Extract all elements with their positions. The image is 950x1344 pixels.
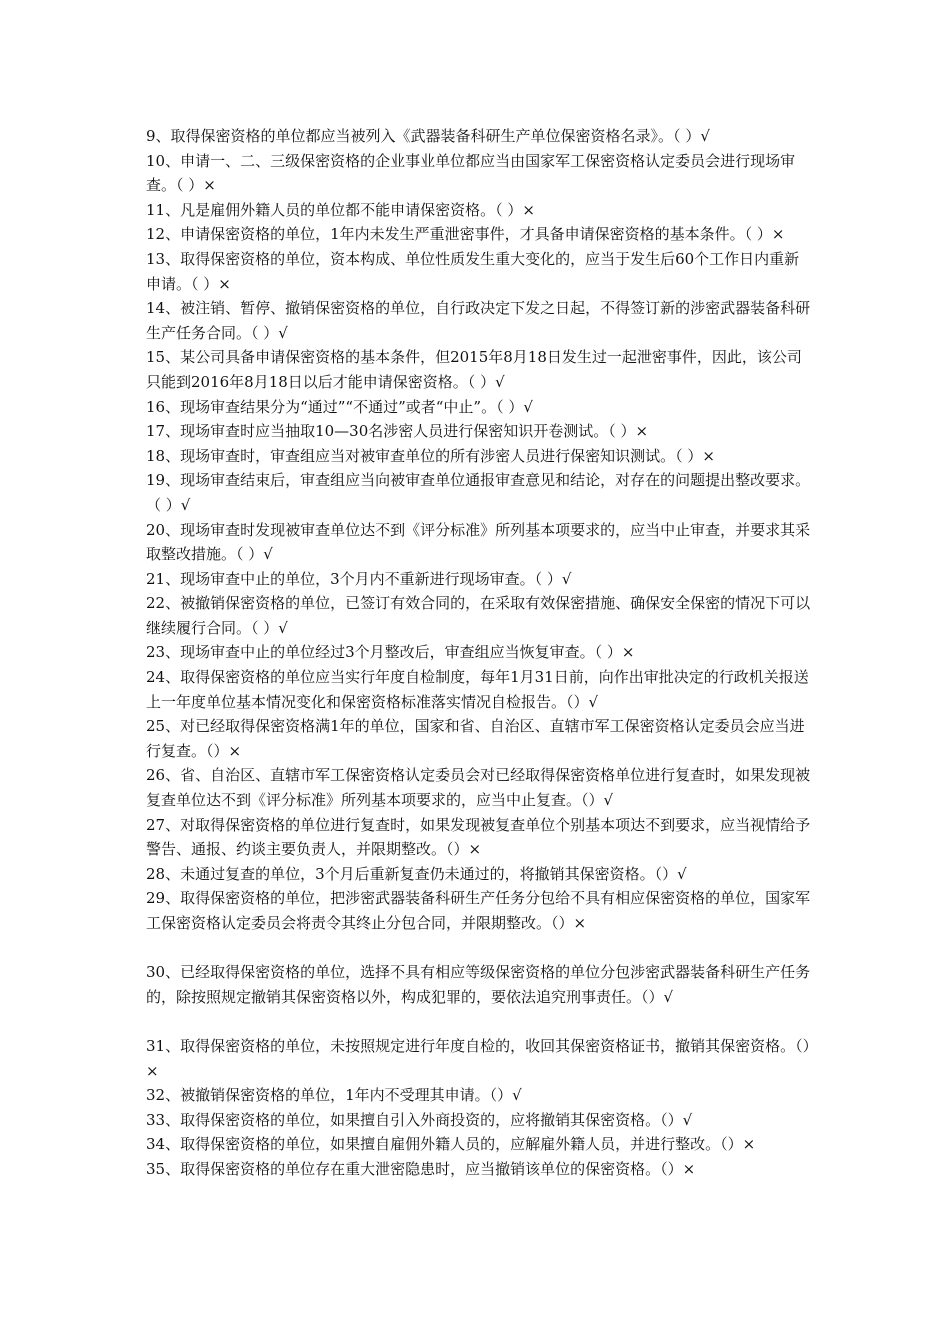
question-item: 13、取得保密资格的单位，资本构成、单位性质发生重大变化的，应当于发生后60个工作日内重新申请。（ ）× [146, 249, 800, 293]
question-item: 33、取得保密资格的单位，如果擅自引入外商投资的，应将撤销其保密资格。（）√ [146, 1110, 693, 1129]
question-item: 11、凡是雇佣外籍人员的单位都不能申请保密资格。（ ）× [146, 200, 535, 219]
question-item: 16、现场审查结果分为“通过”“不通过”或者“中止”。（ ）√ [146, 397, 533, 416]
question-item: 23、现场审查中止的单位经过3个月整改后，审查组应当恢复审查。（ ）× [146, 643, 635, 662]
question-item: 20、现场审查时发现被审查单位达不到《评分标准》所列基本项要求的，应当中止审查，并要求其采取整改措施。（ ）√ [146, 520, 811, 564]
question-item: 29、取得保密资格的单位，把涉密武器装备科研生产任务分包给不具有相应保密资格的单位，国家军工保密资格认定委员会将责令其终止分包合同，并限期整改。（）× [146, 889, 811, 932]
question-item: 28、未通过复查的单位，3个月后重新复查仍未通过的，将撤销其保密资格。（）√ [146, 864, 687, 883]
question-item: 10、申请一、二、三级保密资格的企业事业单位都应当由国家军工保密资格认定委员会进行现场审查。（ ）× [146, 151, 796, 195]
question-item: 19、现场审查结束后，审查组应当向被审查单位通报审查意见和结论，对存在的问题提出整改要求。（ ）√ [146, 471, 811, 514]
question-item: 34、取得保密资格的单位，如果擅自雇佣外籍人员的，应解雇外籍人员，并进行整改。（）× [146, 1135, 756, 1154]
question-item: 24、取得保密资格的单位应当实行年度自检制度，每年1月31日前，向作出审批决定的行政机关报送上一年度单位基本情况变化和保密资格标准落实情况自检报告。（）√ [146, 668, 809, 711]
question-item: 21、现场审查中止的单位，3个月内不重新进行现场审查。（ ）√ [146, 569, 572, 588]
paragraph-gap [146, 1009, 814, 1034]
paragraph-gap [146, 936, 814, 961]
question-item: 27、对取得保密资格的单位进行复查时，如果发现被复查单位个别基本项达不到要求，应当视情给予警告、通报、约谈主要负责人，并限期整改。（）× [146, 815, 811, 859]
question-item: 35、取得保密资格的单位存在重大泄密隐患时，应当撤销该单位的保密资格。（）× [146, 1159, 696, 1178]
question-item: 26、省、自治区、直辖市军工保密资格认定委员会对已经取得保密资格单位进行复查时，如果发现被复查单位达不到《评分标准》所列基本项要求的，应当中止复查。（）√ [146, 766, 811, 810]
question-item: 14、被注销、暂停、撤销保密资格的单位，自行政决定下发之日起，不得签订新的涉密武器装备科研生产任务合同。（ ）√ [146, 299, 811, 342]
question-item: 25、对已经取得保密资格满1年的单位，国家和省、自治区、直辖市军工保密资格认定委员会应当进行复查。（）× [146, 717, 805, 760]
question-item: 9、取得保密资格的单位都应当被列入《武器装备科研生产单位保密资格名录》。（ ）√ [146, 127, 710, 145]
question-item: 12、申请保密资格的单位，1年内未发生严重泄密事件，才具备申请保密资格的基本条件。（ ）× [146, 225, 785, 244]
document-body [146, 124, 814, 1182]
question-item: 17、现场审查时应当抽取10—30名涉密人员进行保密知识开卷测试。（ ）× [146, 422, 649, 441]
question-item: 18、现场审查时，审查组应当对被审查单位的所有涉密人员进行保密知识测试。（ ）× [146, 446, 715, 465]
question-item: 32、被撤销保密资格的单位，1年内不受理其申请。（）√ [146, 1086, 522, 1105]
question-item: 31、取得保密资格的单位，未按照规定进行年度自检的，收回其保密资格证书，撤销其保密资格。（）× [146, 1036, 811, 1080]
question-item: 30、已经取得保密资格的单位，选择不具有相应等级保密资格的单位分包涉密武器装备科研生产任务的，除按照规定撤销其保密资格以外，构成犯罪的，要依法追究刑事责任。（）√ [146, 963, 811, 1006]
question-item: 15、某公司具备申请保密资格的基本条件，但2015年8月18日发生过一起泄密事件，因此，该公司只能到2016年8月18日以后才能申请保密资格。（ ）√ [146, 348, 802, 391]
question-item: 22、被撤销保密资格的单位，已签订有效合同的，在采取有效保密措施、确保安全保密的情况下可以继续履行合同。（ ）√ [146, 594, 811, 637]
